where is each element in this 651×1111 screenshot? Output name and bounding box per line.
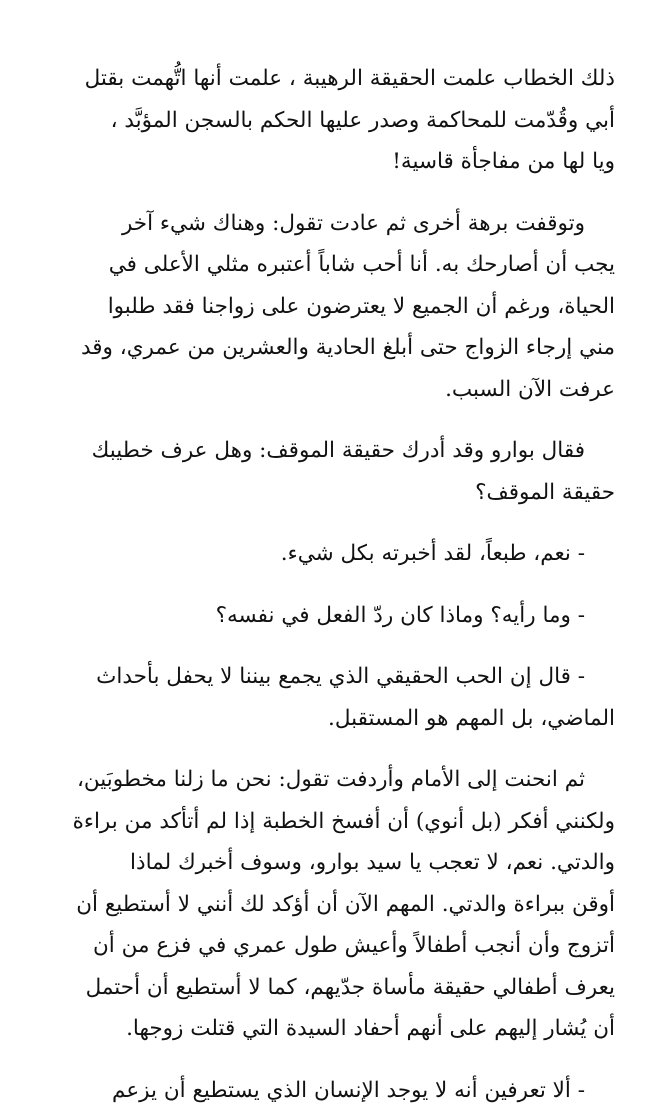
text-line: وتوقفت برهة أخرى ثم عادت تقول: وهناك شيء آخر (40, 203, 615, 245)
paragraph-3 (40, 430, 615, 513)
text-line: ولكنني أفكر (بل أنوي) أن أفسخ الخطبة إذا لم أتأكد من براءة (40, 801, 615, 843)
text-line: الحياة، ورغم أن الجميع لا يعترضون على زواجنا فقد طلبوا (40, 286, 615, 328)
paragraph-1 (40, 58, 615, 183)
text-line: والدتي. نعم، لا تعجب يا سيد بوارو، وسوف أخبرك لماذا (40, 842, 615, 884)
text-line: يجب أن أصارحك به. أنا أحب شاباً أعتبره مثلي الأعلى في (40, 244, 615, 286)
paragraph-2 (40, 203, 615, 411)
text-line: ذلك الخطاب علمت الحقيقة الرهيبة ، علمت أنها اتُّهمت بقتل (40, 58, 615, 100)
paragraph-8-dialogue (40, 1070, 615, 1111)
text-line: حقيقة الموقف؟ (40, 472, 615, 514)
text-line: ويا لها من مفاجأة قاسية! (40, 141, 615, 183)
text-line: ثم انحنت إلى الأمام وأردفت تقول: نحن ما زلنا مخطوبَين، (40, 759, 615, 801)
paragraph-6-dialogue (40, 656, 615, 739)
text-line: - وما رأيه؟ وماذا كان ردّ الفعل في نفسه؟ (40, 595, 615, 637)
text-line: فقال بوارو وقد أدرك حقيقة الموقف: وهل عرف خطيبك (40, 430, 615, 472)
text-line: يعرف أطفالي حقيقة مأساة جدّيهم، كما لا أستطيع أن أحتمل (40, 967, 615, 1009)
text-line: الماضي، بل المهم هو المستقبل. (40, 698, 615, 740)
text-line: - ألا تعرفين أنه لا يوجد الإنسان الذي يستطيع أن يزعم (40, 1070, 615, 1111)
text-line: عرفت الآن السبب. (40, 369, 615, 411)
text-line: - قال إن الحب الحقيقي الذي يجمع بيننا لا يحفل بأحداث (40, 656, 615, 698)
paragraph-5-dialogue (40, 595, 615, 637)
text-line: أن يُشار إليهم على أنهم أحفاد السيدة التي قتلت زوجها. (40, 1008, 615, 1050)
text-line: أتزوج وأن أنجب أطفالاً وأعيش طول عمري في فزع من أن (40, 925, 615, 967)
paragraph-4-dialogue (40, 533, 615, 575)
text-line: - نعم، طبعاً، لقد أخبرته بكل شيء. (40, 533, 615, 575)
text-line: أبي وقُدّمت للمحاكمة وصدر عليها الحكم بالسجن المؤبَّد ، (40, 100, 615, 142)
paragraph-7 (40, 759, 615, 1050)
text-line: أوقن ببراءة والدتي. المهم الآن أن أؤكد لك أنني لا أستطيع أن (40, 884, 615, 926)
text-line: مني إرجاء الزواج حتى أبلغ الحادية والعشرين من عمري، وقد (40, 327, 615, 369)
